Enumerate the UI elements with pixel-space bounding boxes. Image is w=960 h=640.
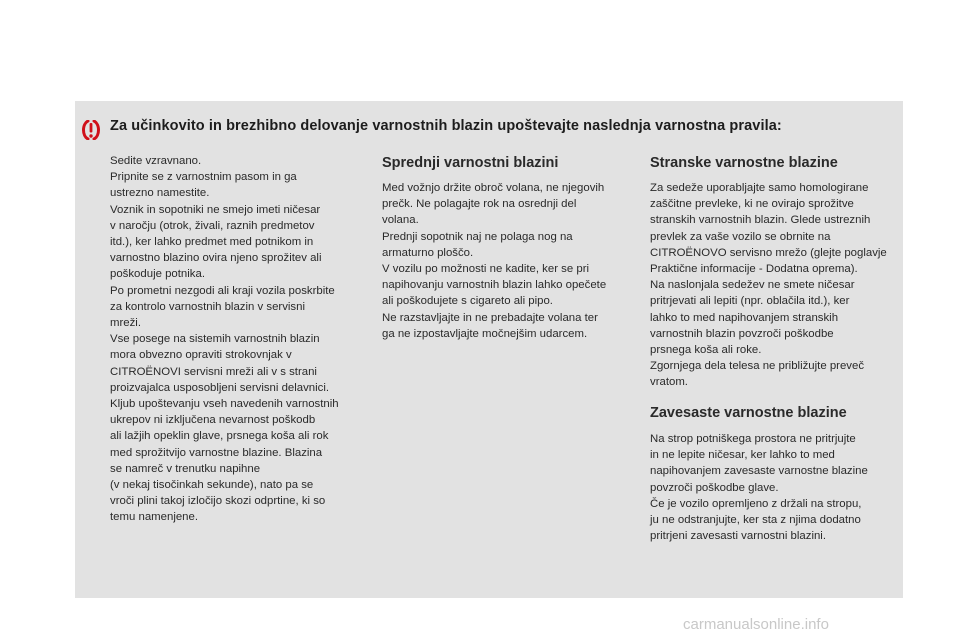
text-line: ali lažjih opeklin glave, prsnega koša ali rok [110,430,329,443]
text-line: poškoduje potnika. [110,268,205,281]
text-line: zaščitne prevleke, ki ne ovirajo sprožitve [650,198,854,211]
text-line: mreži. [110,317,142,330]
text-line: vroči plini takoj izločijo skozi odprtine, ki so [110,495,326,508]
text-line: Prednji sopotnik naj ne polaga nog na [382,230,573,243]
watermark: carmanualsonline.info [683,616,829,633]
front-airbags-title: Sprednji varnostni blazini [382,155,559,171]
exclamation-warning-icon [80,120,102,140]
text-line: CITROËNOVO servisno mrežo (glejte poglavje [650,246,887,259]
text-line: varnostnih blazin povzroči poškodbe [650,327,834,340]
text-line: Vse posege na sistemih varnostnih blazin [110,333,320,346]
text-line: Ne razstavljajte in ne prebadajte volana ter [382,311,598,324]
text-line: (v nekaj tisočinkah sekunde), nato pa se [110,479,314,492]
text-line: Pripnite se z varnostnim pasom in ga [110,171,297,184]
text-line: povzroči poškodbe glave. [650,481,779,494]
general-rules-text [110,153,360,526]
text-line: med sprožitvijo varnostne blazine. Blazina [110,446,323,459]
text-line: CITROËNOVI servisni mreži ali v s strani [110,365,317,378]
text-line: za kontrolo varnostnih blazin v servisni [110,300,305,313]
text-line: volana. [382,214,419,227]
text-line: stranskih varnostnih blazin. Glede ustreznih [650,214,871,227]
text-line: in ne lepite ničesar, ker lahko to med [650,449,835,462]
text-line: napihovanjem zavesaste varnostne blazine [650,465,868,478]
text-line: ukrepov ni izključena nevarnost poškodb [110,414,316,427]
text-line: ali poškodujete s cigareto ali pipo. [382,295,553,308]
text-line: Če je vozilo opremljeno z držali na stropu, [650,497,862,510]
curtain-airbags-text [650,431,910,544]
text-line: ustrezno namestite. [110,187,210,200]
front-airbags-text [382,180,632,342]
text-line: pritrjevati ali lepiti (npr. oblačila itd.), ker [650,295,850,308]
text-line: V vozilu po možnosti ne kadite, ker se pri [382,263,590,276]
text-line: armaturno ploščo. [382,246,474,259]
text-line: Na naslonjala sedežev ne smete ničesar [650,279,855,292]
text-line: temu namenjene. [110,511,199,524]
text-line: vratom. [650,376,688,389]
side-airbags-text [650,180,910,391]
text-line: varnostno blazino ovira njeno sprožitev ali [110,252,322,265]
text-line: Voznik in sopotniki ne smejo imeti ničesar [110,203,321,216]
text-line: Med vožnjo držite obroč volana, ne njegovih [382,182,605,194]
curtain-airbags-title: Zavesaste varnostne blazine [650,405,847,421]
text-line: Po prometni nezgodi ali kraji vozila poskrbite [110,284,335,297]
text-line: ju ne odstranjujte, ker sta z njima dodatno [650,514,861,527]
side-airbags-title: Stranske varnostne blazine [650,155,838,171]
text-line: Praktične informacije - Dodatna oprema). [650,263,858,276]
text-line: prečk. Ne polagajte rok na osrednji del [382,198,577,211]
text-line: Na strop potniškega prostora ne pritrjujte [650,433,856,445]
text-line: Sedite vzravnano. [110,155,202,167]
page-heading: Za učinkovito in brezhibno delovanje varnostnih blazin upoštevajte naslednja varnostna pravila: [110,118,782,134]
text-line: Kljub upoštevanju vseh navedenih varnostnih [110,398,339,411]
text-line: ga ne izpostavljajte močnejšim udarcem. [382,327,588,340]
text-line: prsnega koša ali roke. [650,344,762,357]
text-line: se namreč v trenutku napihne [110,462,261,475]
text-line: proizvajalca usposobljeni servisni delavnici. [110,381,330,394]
text-line: mora obvezno opraviti strokovnjak v [110,349,292,362]
text-line: lahko to med napihovanjem stranskih [650,311,839,324]
text-line: prevlek za vaše vozilo se obrnite na [650,230,831,243]
text-line: napihovanju varnostnih blazin lahko opečete [382,279,607,292]
text-line: itd.), ker lahko predmet med potnikom in [110,236,314,249]
text-line: Zgornjega dela telesa ne približujte preveč [650,360,865,373]
text-line: Za sedeže uporabljajte samo homologirane [650,182,869,194]
text-line: v naročju (otrok, živali, raznih predmetov [110,219,315,232]
text-line: pritrjeni zavesasti varnostni blazini. [650,530,826,543]
